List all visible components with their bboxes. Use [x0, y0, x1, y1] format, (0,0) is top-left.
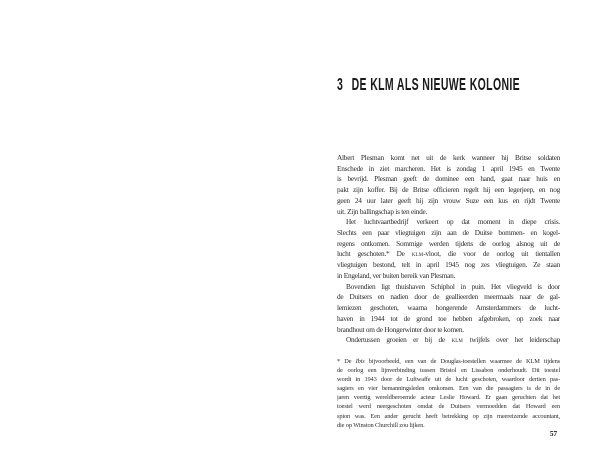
paragraph — [337, 153, 560, 217]
paragraph — [337, 217, 560, 281]
text-line: Albert Plesman komt net uit de kerk wanneer hij Britse soldaten — [337, 153, 560, 162]
text-line: Ondertussen groeien er bij de klm twijfels over het leiderschap — [346, 335, 560, 345]
text-line: uit. Zijn ballingschap is ten einde. — [337, 206, 428, 216]
paragraph — [337, 357, 560, 430]
text-line: pakt zijn koffer. Bij de Britse officieren regelt hij een legerjeep, en nog — [337, 185, 560, 195]
text-line: * De Ibis bijvoorbeeld, een van de Douglas-toestellen waarmee de KLM tijdens — [337, 358, 560, 365]
chapter-heading — [337, 76, 520, 94]
text-line: brandhout om de Hongerwinter door te komen. — [337, 324, 464, 334]
text-line: Slechts een paar vliegtuigen zijn aan de Duitse bommen- en kogel- — [337, 228, 560, 238]
chapter-title: DE KLM ALS NIEUWE KOLONIE — [351, 74, 521, 94]
text-line: Het luchtvaartbedrijf verkeert op dat moment in diepe crisis. — [346, 217, 560, 227]
body-text — [337, 153, 560, 346]
text-line: toestel werd neergeschoten omdat de Duitsers vermoedden dat Howard een — [337, 403, 560, 411]
text-line: lucht geschoten.* De klm-vloot, die voor de oorlog uit tientallen — [337, 249, 560, 259]
text-line: geen 24 uur later geeft hij zijn vrouw Suze een kus en rijdt Twente — [337, 195, 560, 205]
paragraph — [337, 335, 560, 346]
text-line: in Engeland, ver buiten bereik van Plesman. — [337, 270, 456, 280]
footnote — [337, 357, 560, 430]
text-line: is bevrijd. Plesman geeft de dominee een hand, gaat naar huis en — [337, 174, 560, 184]
text-line: sagiers en vier bemanningsleden omkomen. Een van die passagiers is de in de — [337, 385, 560, 393]
text-line: wordt in 1943 door de Luftwaffe uit de lucht geschoten, waardoor dertien pas- — [337, 376, 560, 384]
text-line: spion was. Een ander gerucht heeft betrekking op zijn meereizende accountant, — [337, 412, 560, 420]
text-line: de Duitsers en nadien door de geallieerden meermaals naar de gal- — [337, 292, 560, 302]
text-line: Bovendien ligt thuishaven Schiphol in puin. Het vliegveld is door — [346, 281, 560, 291]
text-line: regens ontkomen. Sommige werden tijdens de oorlog alsnog uit de — [337, 238, 560, 248]
text-line: jaren veertig wereldberoemde acteur Leslie Howard. Er gaan geruchten dat het — [337, 394, 560, 402]
text-line: vliegtuigen bestond, telt in april 1945 nog zes vliegtuigen. Ze staan — [337, 260, 560, 270]
text-line: die op Winston Churchill zou lijken. — [337, 421, 425, 429]
text-line: Enschede in ziet marcheren. Het is zondag 1 april 1945 en Twente — [337, 163, 560, 173]
text-line: lemiezen geschoten, waarna hongerende Amsterdammers de lucht- — [337, 303, 560, 313]
text-line: haven in 1944 tot de grond toe hebben afgebroken, op zoek naar — [337, 313, 560, 323]
chapter-number: 3 — [337, 74, 344, 94]
paragraph — [337, 282, 560, 336]
text-line: de oorlog een lijnverbinding tussen Bristol en Lissabon onderhoudt. Dit toestel — [337, 367, 560, 375]
page-number: 57 — [549, 429, 557, 438]
